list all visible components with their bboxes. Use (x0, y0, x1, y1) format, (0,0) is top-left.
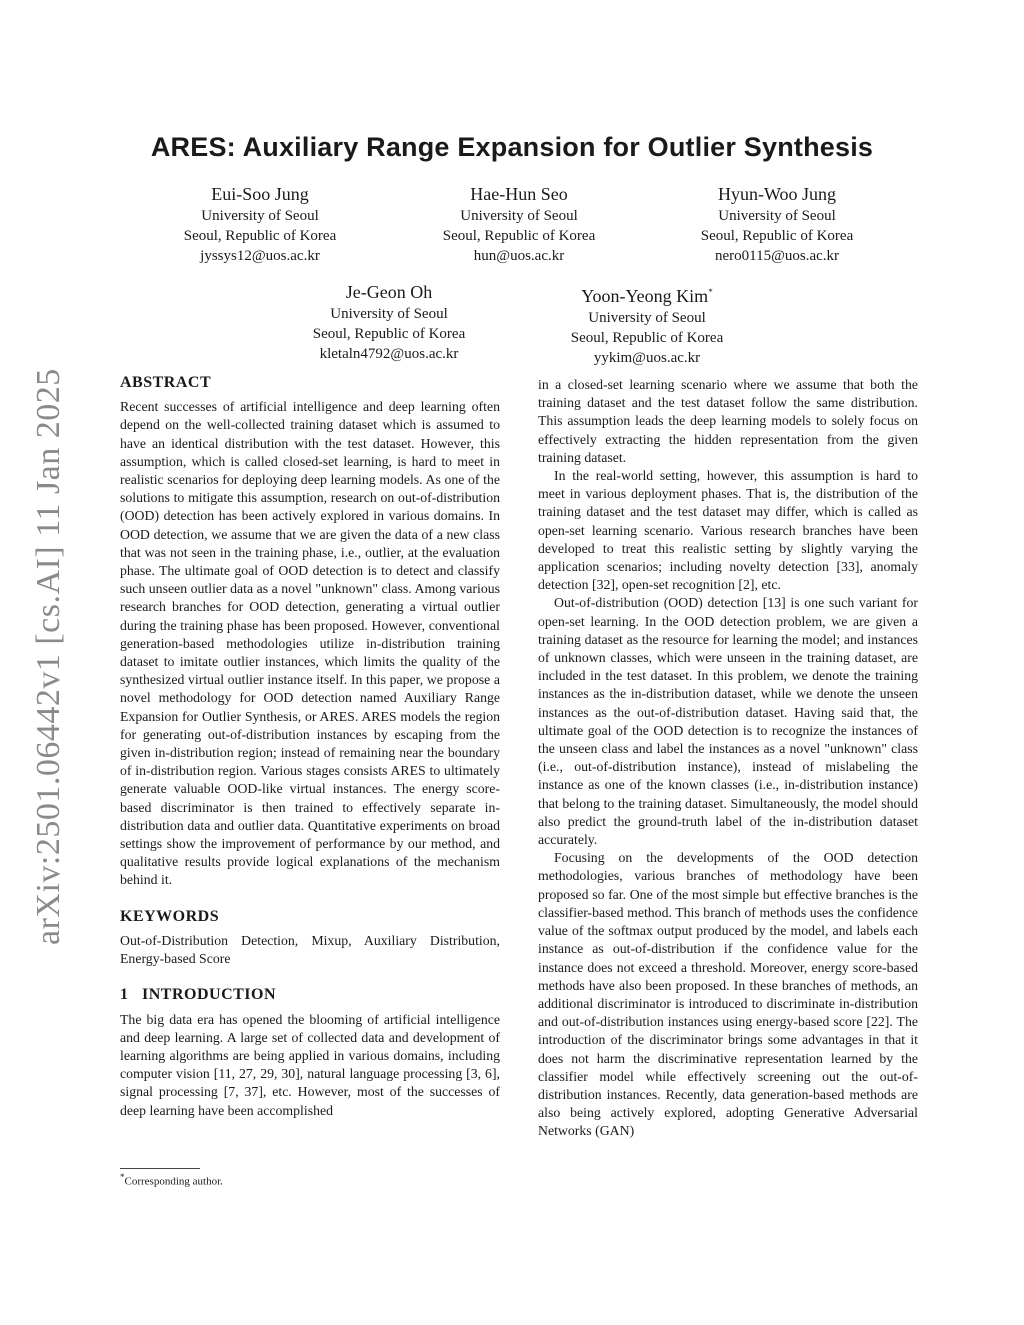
author-name: Eui-Soo Jung (211, 184, 309, 204)
author-location: Seoul, Republic of Korea (312, 326, 466, 342)
author-block (130, 182, 390, 266)
author-name: Je-Geon Oh (345, 282, 433, 302)
intro-paragraph-1: The big data era has opened the blooming of artificial intelligence and deep learning. A large set of collected data and development of learning algorithms are being applied in various domains, including computer vision [11, 27, 29, 30], natural language processing [3, 6], signal processing [7, 37], etc. However, most of the successes of deep learning have been accomplished (120, 1011, 500, 1118)
author-email: jyssys12@uos.ac.kr (200, 248, 320, 264)
author-email: yykim@uos.ac.kr (593, 350, 701, 366)
keywords-heading: KEYWORDS (120, 907, 220, 925)
author-location: Seoul, Republic of Korea (700, 228, 854, 244)
author-university: University of Seoul (460, 208, 578, 224)
footnote-text: Corresponding author. (124, 1175, 223, 1188)
corresponding-mark: * (708, 287, 713, 297)
author-university: University of Seoul (330, 306, 448, 322)
left-column (120, 374, 500, 1120)
author-location: Seoul, Republic of Korea (570, 330, 724, 346)
abstract-heading: ABSTRACT (120, 374, 212, 391)
author-email: nero0115@uos.ac.kr (714, 248, 840, 264)
introduction-heading: 1 INTRODUCTION (120, 986, 277, 1004)
author-university: University of Seoul (588, 310, 706, 326)
author-block (517, 280, 777, 368)
intro-paragraph-4: Focusing on the developments of the OOD detection methodologies, various branches of methodology have been proposed so far. One of the most simple but effective branches is the classifier-based method. This branch of methods uses the confidence value of the softmax output produced by the model, and labels each instance as out-of-distribution if the confidence value for the instance does not exceed a threshold. Moreover, energy score-based methods have also been proposed. In these branches of methods, an additional discriminator is introduced to discriminate in-distribution and out-of-distribution instances using energy-based score [22]. The introduction of the discriminator brings some advantages in that it does not harm the discriminative representation learned by the classifier model while effectively screening out the out-of-distribution instances. Recently, data generation-based methods are also being actively explored, adopting Generative Adversarial Networks (GAN) (538, 850, 918, 1139)
abstract-text: Recent successes of artificial intelligence and deep learning often depend on the well-collected training dataset which is assumed to have an identical distribution with the test dataset. However, this assumption, which is called closed-set learning, is hard to meet in realistic scenarios for deploying deep learning models. As one of the solutions to mitigate this assumption, research on out-of-distribution (OOD) detection has been actively explored in various domains. In OOD detection, we assume that we are given the data of a new class that was not seen in the training phase, i.e., outlier, at the evaluation phase. The ultimate goal of OOD detection is to detect and classify such unseen outlier data as a novel "unknown" class. Among various research branches for OOD detection, generating a virtual outlier during the training phase has been proposed. However, conventional generation-based methodologies utilize in-distribution training dataset to imitate outlier instances, which limits the quality of the synthesized virtual outlier instance itself. In this paper, we propose a novel methodology for OOD detection named Auxiliary Range Expansion for Outlier Synthesis, or ARES. ARES models the region for generating out-of-distribution instances by escaping from the given in-distribution region; instead of remaining near the boundary of in-distribution region. Various stages consists ARES to ultimately generate valuable OOD-like virtual instances. The energy score-based discriminator is then trained to effectively separate in-distribution data and outlier data. Quantitative experiments on broad settings show the improvement of performance by our method, and qualitative results provide logical explanations of the mechanism behind it. (120, 399, 500, 888)
intro-paragraph-3: Out-of-distribution (OOD) detection [13] is one such variant for open-set learning. In the OOD detection problem, we are given a training dataset as the resource for learning the model; and instances of unknown classes, which were unseen in the training dataset, are included in the test dataset. In this problem, we denote the training instances as the in-distribution dataset, while we denote the unseen instances as the out-of-distribution dataset. Having said that, the ultimate goal of the OOD detection is to recognize the instances of the unseen class and label the instances as a novel "unknown" class (i.e., out-of-distribution instance), instead of mislabeling the instance as one of the known classes (i.e., in-distribution instance) that belong to the training dataset. Simultaneously, the model should also predict the ground-truth label of the in-distribution dataset accurately. (538, 595, 918, 848)
author-block (389, 182, 649, 266)
author-name: Hyun-Woo Jung (717, 184, 837, 204)
footnote (120, 1172, 223, 1188)
author-university: University of Seoul (201, 208, 319, 224)
author-block (259, 280, 519, 364)
paper-title: ARES: Auxiliary Range Expansion for Outlier Synthesis (150, 132, 874, 162)
footnote-divider (120, 1168, 200, 1169)
author-block (647, 182, 907, 266)
author-name: Hae-Hun Seo (470, 184, 568, 204)
intro-paragraph-1-continued: in a closed-set learning scenario where we assume that both the training dataset and the test dataset follow the same distribution. This assumption leads the deep learning models to solely focus on effectively extracting the hidden representation from the given training dataset. (538, 377, 918, 465)
arxiv-identifier: arXiv:2501.06442v1 [cs.AI] 11 Jan 2025 (30, 368, 67, 945)
author-location: Seoul, Republic of Korea (183, 228, 337, 244)
author-email: kletaln4792@uos.ac.kr (319, 346, 459, 362)
keywords-text: Out-of-Distribution Detection, Mixup, Auxiliary Distribution, Energy-based Score (120, 932, 500, 967)
author-email: hun@uos.ac.kr (473, 248, 565, 264)
intro-paragraph-2: In the real-world setting, however, this assumption is hard to meet in various deployment phases. That is, the distribution of the training dataset and the test dataset may differ, which is called as open-set learning scenario. Various research branches have been developed to treat this realistic setting by slightly varying the application scenarios; including novelty detection [33], anomaly detection [32], open-set recognition [2], etc. (538, 468, 918, 593)
author-name (517, 280, 777, 308)
author-university: University of Seoul (718, 208, 836, 224)
author-name-text: Yoon-Yeong Kim (581, 286, 709, 306)
right-column (538, 376, 918, 1141)
footnote-mark: * (120, 1172, 125, 1182)
author-location: Seoul, Republic of Korea (442, 228, 596, 244)
